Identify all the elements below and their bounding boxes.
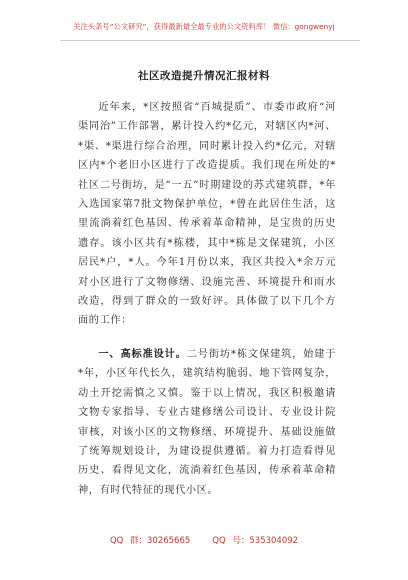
top-banner: 关注头条号“公文研究”，获得最新最全最专业的公文资料库！ 微信：gongwenyj	[73, 22, 335, 31]
footer-qq-group: QQ 群：30265665	[109, 536, 191, 546]
header-divider	[60, 40, 360, 41]
section-1-paragraph	[78, 345, 336, 500]
intro-paragraph: 近年来，*区按照省“百城提质”、市委市政府“河渠同治”工作部署，累计投入约*亿元，对辖区内*河、*渠、*渠进行综合治理，同时累计投入约*亿元，对辖区内*个老旧小区进行了改造提质。我们现在所处的*社区二号街坊，是“一五”时期建设的苏式建筑群，*年入选国家第7批文物保护单位，*曾在此居住生活，这里流淌着红色基因、传承着革命精神，是宝贵的历史遗存。该小区共有*栋楼，其中*栋是文保建筑，小区居民*户，*人。今年1月份以来，我区共投入*余万元对小区进行了文物修缮、设施完善、环境提升和雨水改造，得到了群众的一致好评。具体做了以下几个方面的工作：	[78, 102, 336, 327]
footer-qq-number: QQ 号：535304092	[212, 536, 299, 546]
section-1-text: 二号街坊*栋文保建筑，始建于*年，小区年代长久，建筑结构脆弱、地下管网复杂，动土开挖需慎之又慎。鉴于以上情况，我区积极邀请文物专家指导、专业古建修缮公司设计、专业设计院审核，对该小区的文物修缮、环境提升、基础设施做了统筹规划设计，为建设提供遵循。着力打造看得见历史、看得见文化，流淌着红色基因，传承着革命精神，有时代特征的现代小区。	[78, 348, 336, 496]
section-1-heading: 一、高标准设计。	[98, 347, 187, 360]
footer-contact	[0, 534, 408, 546]
document-body	[78, 98, 336, 500]
document-title: 社区改造提升情况汇报材料	[138, 70, 270, 82]
